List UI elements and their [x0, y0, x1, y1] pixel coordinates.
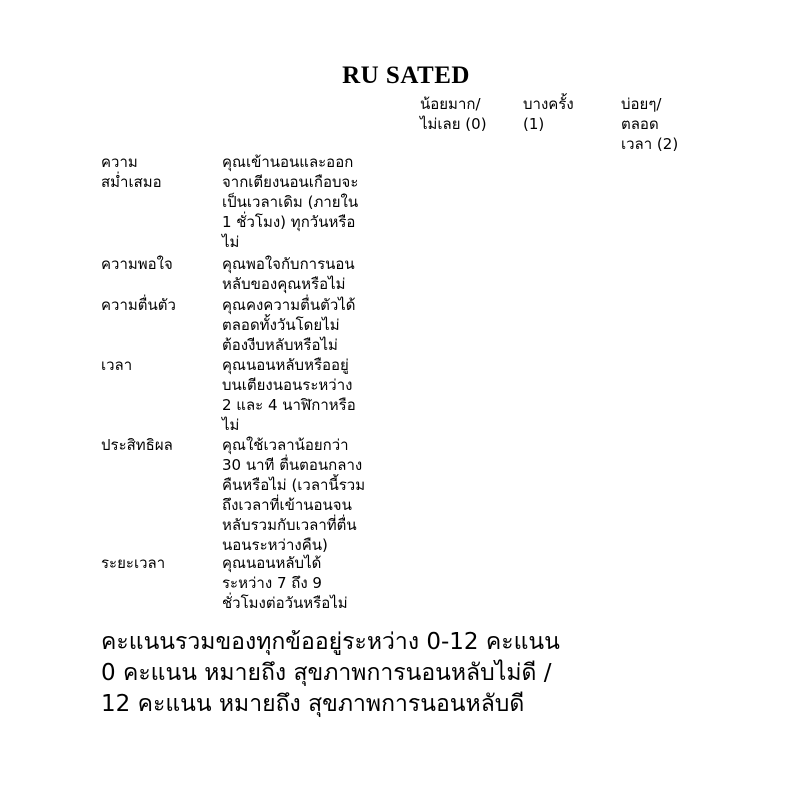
- row-label: ประสิทธิผล: [101, 436, 173, 454]
- row-label: ความตื่นตัว: [101, 296, 176, 314]
- row-question: คุณพอใจกับการนอน หลับของคุณหรือไม่: [222, 255, 355, 293]
- column-header-sometimes: บางครั้ง (1): [523, 95, 574, 133]
- score-summary: [101, 627, 781, 720]
- summary-line-zero: 0 คะแนน หมายถึง สุขภาพการนอนหลับไม่ดี /: [101, 660, 552, 686]
- page-title: RU SATED: [342, 62, 470, 89]
- row-label: เวลา: [101, 356, 133, 374]
- row-label: ระยะเวลา: [101, 554, 166, 572]
- row-question: คุณเข้านอนและออก จากเตียงนอนเกือบจะ เป็นเวลาเดิม (ภายใน 1 ชั่วโมง) ทุกวันหรือ ไม่: [222, 153, 359, 251]
- row-question: คุณคงความตื่นตัวได้ ตลอดทั้งวันโดยไม่ ต้องงีบหลับหรือไม่: [222, 296, 356, 354]
- row-question: คุณนอนหลับหรืออยู่ บนเตียงนอนระหว่าง 2 และ 4 นาฬิกาหรือ ไม่: [222, 356, 356, 434]
- row-label: ความ สม่ำเสมอ: [101, 153, 162, 191]
- summary-line-range: คะแนนรวมของทุกข้ออยู่ระหว่าง 0-12 คะแนน: [101, 629, 560, 655]
- column-header-often: บ่อยๆ/ ตลอด เวลา (2): [621, 95, 679, 153]
- row-question: คุณใช้เวลาน้อยกว่า 30 นาที ตื่นตอนกลาง คืนหรือไม่ (เวลานี้รวม ถึงเวลาที่เข้านอนจน หลับรวมกับเวลาที่ตื่น นอนระหว่างคืน): [222, 436, 366, 554]
- summary-line-twelve: 12 คะแนน หมายถึง สุขภาพการนอนหลับดี: [101, 691, 525, 717]
- row-label: ความพอใจ: [101, 255, 173, 273]
- row-question: คุณนอนหลับได้ ระหว่าง 7 ถึง 9 ชั่วโมงต่อวันหรือไม่: [222, 554, 348, 612]
- column-header-rarely: น้อยมาก/ ไม่เลย (0): [420, 95, 487, 133]
